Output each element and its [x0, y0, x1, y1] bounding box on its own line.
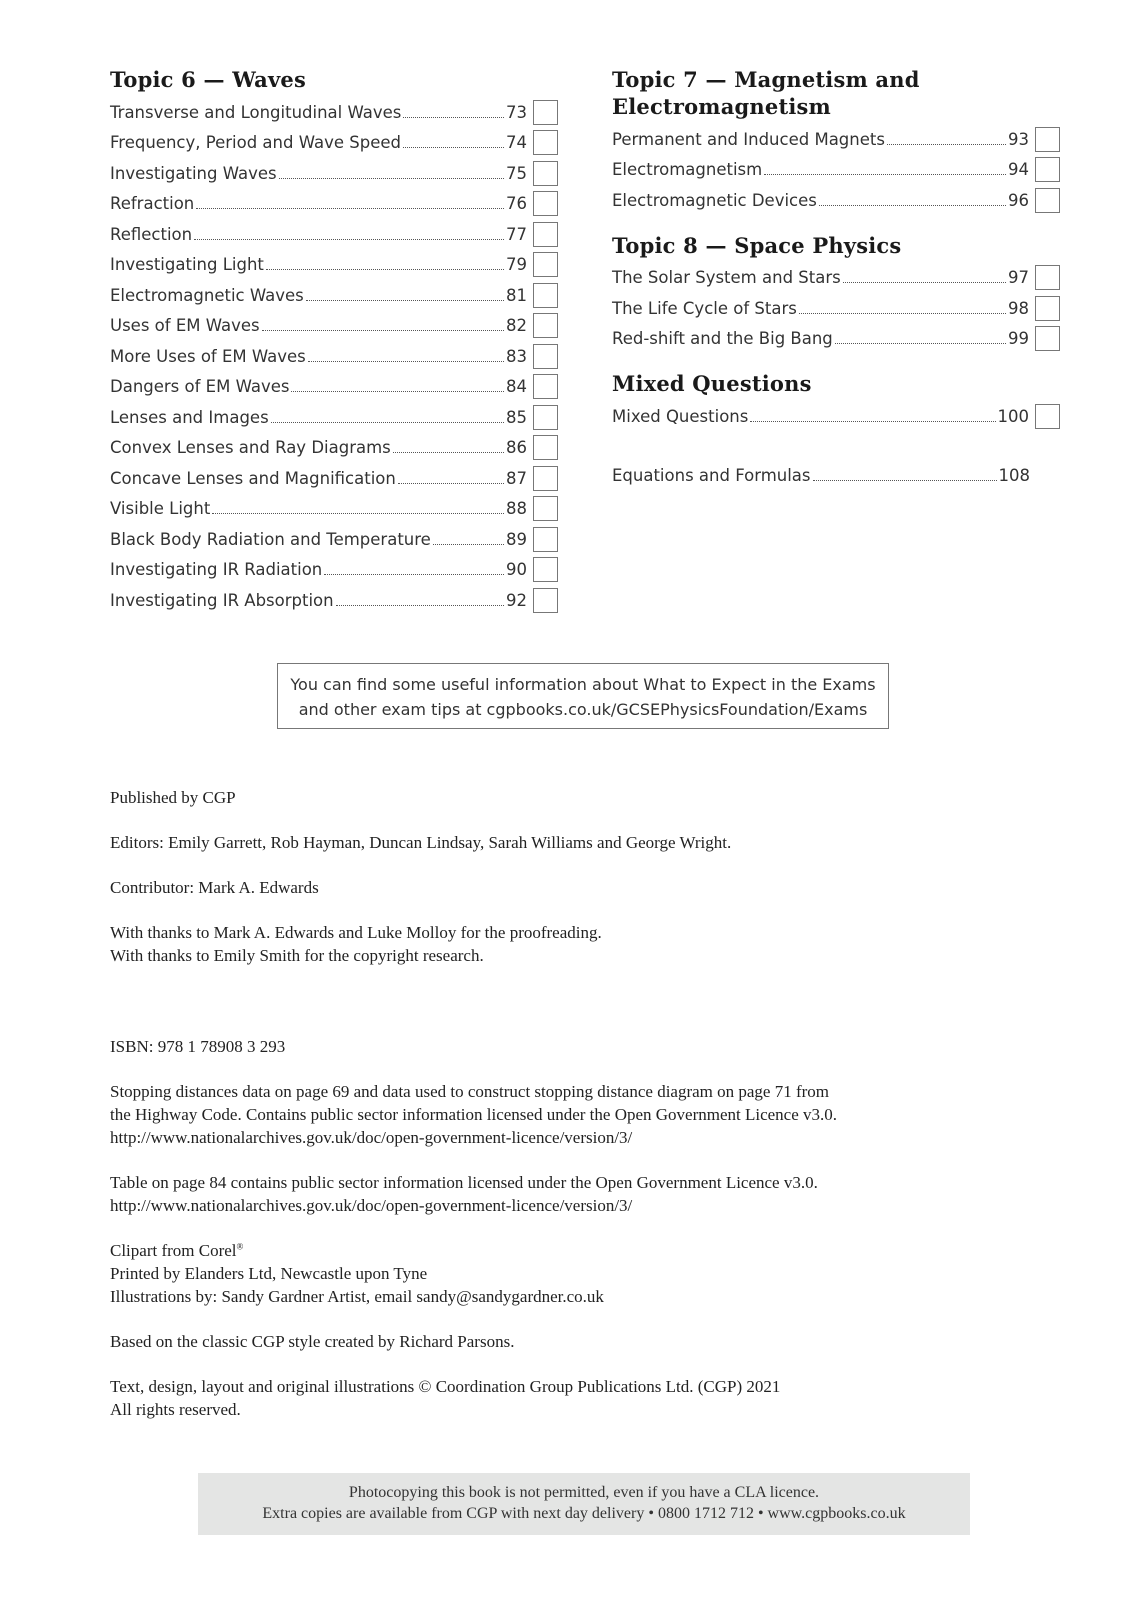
toc-entry-label: Electromagnetic Devices [612, 190, 817, 210]
toc-entry-label: Uses of EM Waves [110, 316, 260, 336]
progress-checkbox[interactable] [1035, 404, 1060, 429]
toc-entry-label: Investigating Waves [110, 163, 277, 183]
toc-entry-label: Red-shift and the Big Bang [612, 329, 833, 349]
toc-entry-label: Investigating IR Radiation [110, 560, 323, 580]
progress-checkbox[interactable] [533, 130, 558, 155]
toc-entry-page: 84 [506, 377, 527, 397]
toc-entry-page: 85 [506, 407, 527, 427]
style-credit: Based on the classic CGP style created by Richard Parsons. [110, 1332, 515, 1351]
toc-entry-page: 79 [506, 255, 527, 275]
toc-entry-label: Convex Lenses and Ray Diagrams [110, 438, 391, 458]
publication-credits [110, 786, 1010, 1421]
progress-checkbox[interactable] [533, 191, 558, 216]
toc-entry[interactable] [612, 155, 1060, 186]
toc-entry-page: 77 [506, 224, 527, 244]
dot-leader [819, 205, 1006, 206]
proofreading-thanks: With thanks to Mark A. Edwards and Luke Molloy for the proofreading. [110, 923, 602, 942]
dot-leader [887, 144, 1006, 145]
toc-entry-page: 73 [506, 102, 527, 122]
licence-url-1[interactable]: http://www.nationalarchives.gov.uk/doc/open-government-licence/version/3/ [110, 1128, 633, 1147]
exam-info-box [277, 663, 889, 729]
toc-entry-page: 94 [1008, 160, 1029, 180]
toc-entry[interactable] [612, 293, 1060, 324]
toc-entry[interactable] [110, 524, 558, 555]
progress-checkbox[interactable] [533, 435, 558, 460]
toc-entry-page: 88 [506, 499, 527, 519]
equations-list [612, 461, 1060, 492]
toc-entry[interactable] [110, 250, 558, 281]
dot-leader [403, 147, 504, 148]
toc-entry-label: The Life Cycle of Stars [612, 298, 797, 318]
toc-entry[interactable] [110, 402, 558, 433]
progress-checkbox[interactable] [1035, 265, 1060, 290]
photocopy-notice-bar [198, 1473, 970, 1535]
toc-entry-label: Mixed Questions [612, 406, 749, 426]
photocopy-notice-line1: Photocopying this book is not permitted, even if you have a CLA licence. [348, 1484, 820, 1501]
illustrations-credit: Illustrations by: Sandy Gardner Artist, email sandy@sandygardner.co.uk [110, 1287, 604, 1306]
toc-entry[interactable] [110, 219, 558, 250]
toc-entry[interactable] [110, 372, 558, 403]
toc-entry-label: Dangers of EM Waves [110, 377, 290, 397]
toc-entry[interactable] [110, 280, 558, 311]
toc-entry-label: Refraction [110, 194, 195, 214]
toc-entry-page: 86 [506, 438, 527, 458]
progress-checkbox[interactable] [533, 374, 558, 399]
dot-leader [271, 422, 504, 423]
exam-info-line1: You can find some useful information about What to Expect in the Exams [290, 675, 876, 694]
mixed-questions-title: Mixed Questions [612, 371, 812, 396]
toc-entry-page: 89 [506, 529, 527, 549]
stopping-distances-note-1: Stopping distances data on page 69 and data used to construct stopping distance diagram on page 71 from [110, 1082, 830, 1101]
toc-entry-page: 108 [998, 466, 1030, 486]
toc-entry-label: Permanent and Induced Magnets [612, 129, 885, 149]
clipart-text: Clipart from Corel [110, 1241, 237, 1260]
toc-entry-label: Frequency, Period and Wave Speed [110, 133, 401, 153]
toc-entry[interactable] [110, 311, 558, 342]
toc-entry-label: Black Body Radiation and Temperature [110, 529, 431, 549]
dot-leader [266, 269, 504, 270]
toc-entry-page: 81 [506, 285, 527, 305]
progress-checkbox[interactable] [533, 313, 558, 338]
topic6-list [110, 97, 558, 616]
topic7-title-line1: Topic 7 — Magnetism and [612, 67, 920, 92]
toc-entry[interactable] [612, 185, 1060, 216]
toc-entry[interactable] [110, 463, 558, 494]
toc-entry[interactable] [612, 124, 1060, 155]
editors: Editors: Emily Garrett, Rob Hayman, Duncan Lindsay, Sarah Williams and George Wright. [110, 833, 732, 852]
progress-checkbox[interactable] [533, 588, 558, 613]
progress-checkbox[interactable] [1035, 326, 1060, 351]
progress-checkbox[interactable] [1035, 127, 1060, 152]
toc-entry[interactable] [612, 263, 1060, 294]
progress-checkbox[interactable] [533, 161, 558, 186]
toc-entry-label: Visible Light [110, 499, 211, 519]
progress-checkbox[interactable] [1035, 157, 1060, 182]
toc-entry-page: 87 [506, 468, 527, 488]
progress-checkbox[interactable] [533, 222, 558, 247]
toc-entry-page: 96 [1008, 190, 1029, 210]
toc-entry-equations[interactable] [612, 461, 1060, 492]
progress-checkbox[interactable] [533, 405, 558, 430]
toc-entry-label: More Uses of EM Waves [110, 346, 306, 366]
toc-entry-label: The Solar System and Stars [612, 268, 841, 288]
toc-entry-label: Lenses and Images [110, 407, 269, 427]
contributor: Contributor: Mark A. Edwards [110, 878, 319, 897]
table-note: Table on page 84 contains public sector information licensed under the Open Government Licence v3.0. [110, 1173, 818, 1192]
toc-entry-page: 82 [506, 316, 527, 336]
topic8-title: Topic 8 — Space Physics [612, 232, 902, 258]
dot-leader [279, 178, 504, 179]
dot-leader [799, 313, 1006, 314]
clipart-credit [110, 1239, 1010, 1262]
published-by: Published by CGP [110, 788, 236, 807]
dot-leader [308, 361, 504, 362]
progress-checkbox[interactable] [533, 344, 558, 369]
toc-entry[interactable] [110, 128, 558, 159]
dot-leader [393, 452, 504, 453]
topic7-title [612, 66, 1060, 120]
dot-leader [764, 174, 1006, 175]
dot-leader [212, 513, 504, 514]
photocopy-notice-line2: Extra copies are available from CGP with next day delivery • 0800 1712 712 • www.cgpbooks.co.uk [262, 1505, 906, 1522]
progress-checkbox[interactable] [1035, 188, 1060, 213]
progress-checkbox[interactable] [533, 496, 558, 521]
toc-entry-label: Investigating IR Absorption [110, 590, 334, 610]
isbn: ISBN: 978 1 78908 3 293 [110, 1037, 286, 1056]
toc-entry-label: Reflection [110, 224, 193, 244]
toc-entry-page: 93 [1008, 129, 1029, 149]
progress-checkbox[interactable] [533, 527, 558, 552]
toc-entry-page: 74 [506, 133, 527, 153]
registered-mark: ® [236, 1241, 244, 1252]
progress-checkbox[interactable] [533, 100, 558, 125]
toc-entry[interactable] [110, 158, 558, 189]
topic6-title: Topic 6 — Waves [110, 67, 306, 92]
copyright-research-thanks: With thanks to Emily Smith for the copyright research. [110, 946, 484, 965]
progress-checkbox[interactable] [533, 283, 558, 308]
dot-leader [813, 480, 997, 481]
toc-entry-label: Investigating Light [110, 255, 264, 275]
toc-column-left [110, 66, 558, 616]
toc-entry-page: 90 [506, 560, 527, 580]
dot-leader [324, 574, 504, 575]
toc-entry[interactable] [110, 341, 558, 372]
toc-entry-page: 75 [506, 163, 527, 183]
dot-leader [433, 544, 504, 545]
toc-entry[interactable] [110, 433, 558, 464]
toc-entry-label: Electromagnetism [612, 160, 763, 180]
dot-leader [306, 300, 504, 301]
progress-checkbox[interactable] [533, 557, 558, 582]
copyright-line: Text, design, layout and original illustrations © Coordination Group Publications Ltd. (CGP) 2021 [110, 1377, 781, 1396]
dot-leader [403, 117, 504, 118]
progress-checkbox[interactable] [533, 466, 558, 491]
topic7-list [612, 124, 1060, 216]
toc-entry[interactable] [612, 401, 1060, 432]
toc-entry-page: 99 [1008, 329, 1029, 349]
toc-entry-label: Equations and Formulas [612, 466, 811, 486]
dot-leader [750, 421, 995, 422]
dot-leader [196, 208, 504, 209]
topic8-list [612, 263, 1060, 355]
toc-entry-label: Electromagnetic Waves [110, 285, 304, 305]
dot-leader [291, 391, 504, 392]
toc-entry[interactable] [110, 189, 558, 220]
licence-url-2[interactable]: http://www.nationalarchives.gov.uk/doc/open-government-licence/version/3/ [110, 1196, 633, 1215]
toc-entry[interactable] [110, 555, 558, 586]
toc-entry-page: 98 [1008, 298, 1029, 318]
dot-leader [835, 343, 1006, 344]
toc-entry[interactable] [110, 585, 558, 616]
toc-entry-page: 76 [506, 194, 527, 214]
dot-leader [194, 239, 504, 240]
dot-leader [336, 605, 504, 606]
stopping-distances-note-2: the Highway Code. Contains public sector information licensed under the Open Government Licence v3.0. [110, 1105, 838, 1124]
toc-entry-page: 92 [506, 590, 527, 610]
toc-entry-page: 83 [506, 346, 527, 366]
topic7-title-line2: Electromagnetism [612, 94, 831, 119]
dot-leader [262, 330, 504, 331]
toc-entry[interactable] [612, 324, 1060, 355]
exam-info-line2[interactable]: and other exam tips at cgpbooks.co.uk/GCSEPhysicsFoundation/Exams [298, 700, 868, 719]
toc-entry-label: Transverse and Longitudinal Waves [110, 102, 402, 122]
toc-column-right [612, 66, 1060, 491]
toc-entry-label: Concave Lenses and Magnification [110, 468, 396, 488]
toc-entry-page: 100 [997, 406, 1029, 426]
dot-leader [398, 483, 504, 484]
toc-entry[interactable] [110, 97, 558, 128]
rights-reserved: All rights reserved. [110, 1400, 241, 1419]
progress-checkbox[interactable] [1035, 296, 1060, 321]
toc-entry[interactable] [110, 494, 558, 525]
toc-entry-page: 97 [1008, 268, 1029, 288]
printer-credit: Printed by Elanders Ltd, Newcastle upon Tyne [110, 1264, 428, 1283]
dot-leader [843, 282, 1006, 283]
mixed-questions-list [612, 401, 1060, 432]
progress-checkbox[interactable] [533, 252, 558, 277]
